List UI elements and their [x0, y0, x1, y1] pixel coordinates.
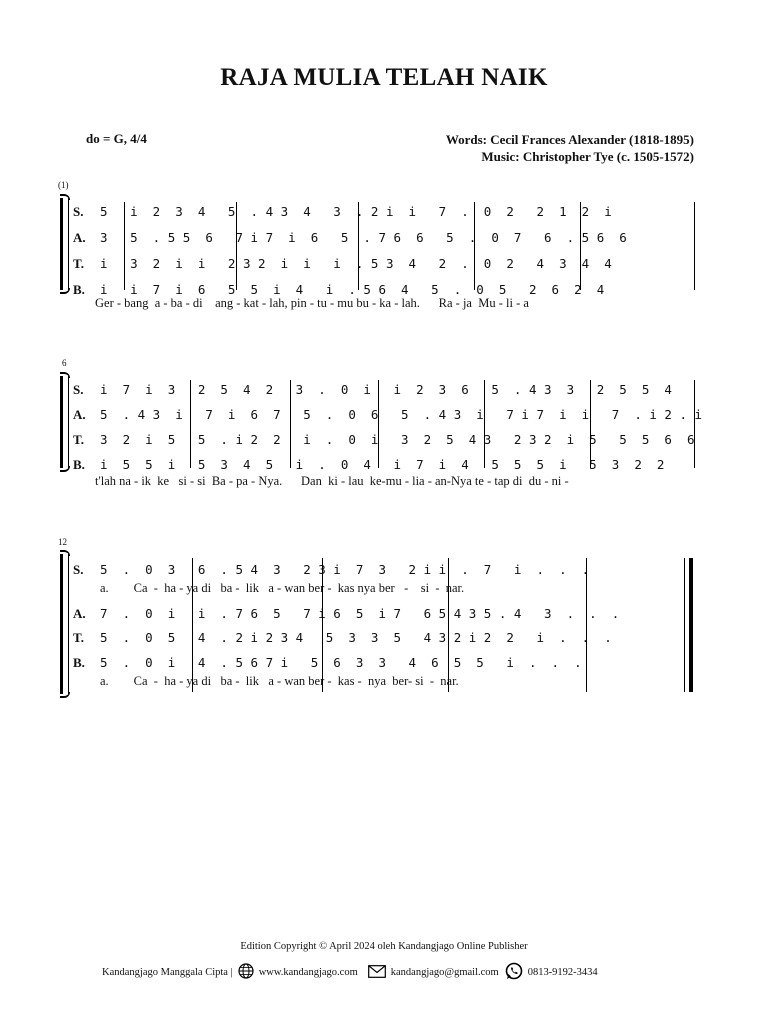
- voice-label: T.: [73, 256, 84, 271]
- barline: [474, 202, 475, 290]
- barline: [484, 380, 485, 468]
- website-link[interactable]: www.kandangjago.com: [258, 967, 358, 978]
- barline: [124, 202, 125, 290]
- barline: [322, 558, 323, 692]
- bass-notes: i 5 5 i 5 3 4 5 i . 0 4 i 7 i 4 5 5 5 i 5 3 2 2: [100, 457, 665, 472]
- bass-notes: 5 . 0 i 4 . 5 6 7 i 5 6 3 3 4 6 5 5 i . . .: [100, 655, 582, 670]
- voice-label: B.: [73, 282, 85, 297]
- soprano-lyrics-line: a. Ca - ha - ya di ba - lik a - wan ber - kas nya ber - si - nar.: [100, 581, 465, 595]
- publisher-name: Kandangjago Manggala Cipta |: [102, 967, 233, 978]
- barline: [236, 202, 237, 290]
- system-line: [68, 198, 69, 290]
- barline: [448, 558, 449, 692]
- measure-number: 6: [62, 358, 67, 368]
- email-link[interactable]: kandangjago@gmail.com: [390, 967, 499, 978]
- lyrics-line: Ger - bang a - ba - di ang - kat - lah, pin - tu - mu bu - ka - lah. Ra - ja Mu - li - a: [95, 296, 529, 310]
- measure-number: (1): [58, 180, 69, 190]
- tenor-notes: 5 . 0 5 4 . 2 i 2 3 4 5 3 3 5 4 3 2 i 2 2 i . . .: [100, 630, 612, 645]
- system-brace: [60, 198, 63, 290]
- voice-label: B.: [73, 655, 85, 670]
- soprano-notes: 5 i 2 3 4 5 . 4 3 4 3 . 2 i i 7 . 0 2 2 1 2 i: [100, 204, 612, 219]
- lyrics-line: a. Ca - ha - ya di ba - lik a - wan ber - kas - nya ber- si - nar.: [100, 674, 459, 688]
- soprano-notes: i 7 i 3 2 5 4 2 3 . 0 i i 2 3 6 5 . 4 3 3 2 5 5 4: [100, 382, 672, 397]
- barline: [358, 202, 359, 290]
- barline: [378, 380, 379, 468]
- voice-label: S.: [73, 562, 84, 577]
- barline: [586, 558, 587, 692]
- barline: [580, 202, 581, 290]
- voice-label: S.: [73, 382, 84, 397]
- soprano-notes: 5 . 0 3 6 . 5 4 3 2 3 i 7 3 2 i i . 7 i . . .: [100, 562, 590, 577]
- lyrics-line: t'lah na - ik ke si - si Ba - pa - Nya. Dan ki - lau ke-mu - lia - an-Nya te - tap di du - ni -: [95, 474, 569, 488]
- final-barline-thick: [689, 558, 693, 692]
- voice-label: A.: [73, 230, 86, 245]
- barline: [694, 380, 695, 468]
- barline: [190, 380, 191, 468]
- copyright-notice: Edition Copyright © April 2024 oleh Kandangjago Online Publisher: [240, 941, 528, 952]
- credits: [446, 131, 694, 165]
- voice-label: T.: [73, 630, 84, 645]
- globe-icon: [238, 963, 254, 982]
- key-signature: do = G, 4/4: [86, 131, 147, 146]
- music-credit: Music: Christopher Tye (c. 1505-1572): [481, 149, 694, 164]
- system-brace: [60, 554, 63, 694]
- barline: [192, 558, 193, 692]
- voice-label: A.: [73, 407, 86, 422]
- measure-number: 12: [58, 537, 67, 547]
- barline: [694, 202, 695, 290]
- contact-line: [102, 962, 598, 983]
- system-brace: [60, 376, 63, 468]
- words-credit: Words: Cecil Frances Alexander (1818-1895): [445, 132, 694, 147]
- phone-number[interactable]: 0813-9192-3434: [527, 967, 598, 978]
- voice-label: T.: [73, 432, 84, 447]
- system-line: [68, 554, 69, 694]
- envelope-icon: [368, 965, 386, 981]
- voice-label: S.: [73, 204, 84, 219]
- voice-label: B.: [73, 457, 85, 472]
- barline: [290, 380, 291, 468]
- page-title: RAJA MULIA TELAH NAIK: [220, 64, 548, 91]
- final-barline-thin: [684, 558, 685, 692]
- tenor-notes: 3 2 i 5 5 . i 2 2 i . 0 i 3 2 5 4 3 2 3 2 i 5 5 5 6 6: [100, 432, 695, 447]
- alto-notes: 7 . 0 i i . 7 6 5 7 i 6 5 i 7 6 5 4 3 5 . 4 3 . . .: [100, 606, 620, 621]
- whatsapp-icon: [505, 962, 523, 983]
- bass-notes: i i 7 i 6 5 5 i 4 i . 5 6 4 5 . 0 5 2 6 2 4: [100, 282, 605, 297]
- system-line: [68, 376, 69, 468]
- alto-notes: 5 . 4 3 i 7 i 6 7 5 . 0 6 5 . 4 3 i 7 i 7 i i 7 . i 2 . i: [100, 407, 703, 422]
- barline: [590, 380, 591, 468]
- voice-label: A.: [73, 606, 86, 621]
- alto-notes: 3 5 . 5 5 6 7 i 7 i 6 5 . 7 6 6 5 . 0 7 6 . 5 6 6: [100, 230, 627, 245]
- tenor-notes: i 3 2 i i 2 3 2 i i i . 5 3 4 2 . 0 2 4 3 4 4: [100, 256, 612, 271]
